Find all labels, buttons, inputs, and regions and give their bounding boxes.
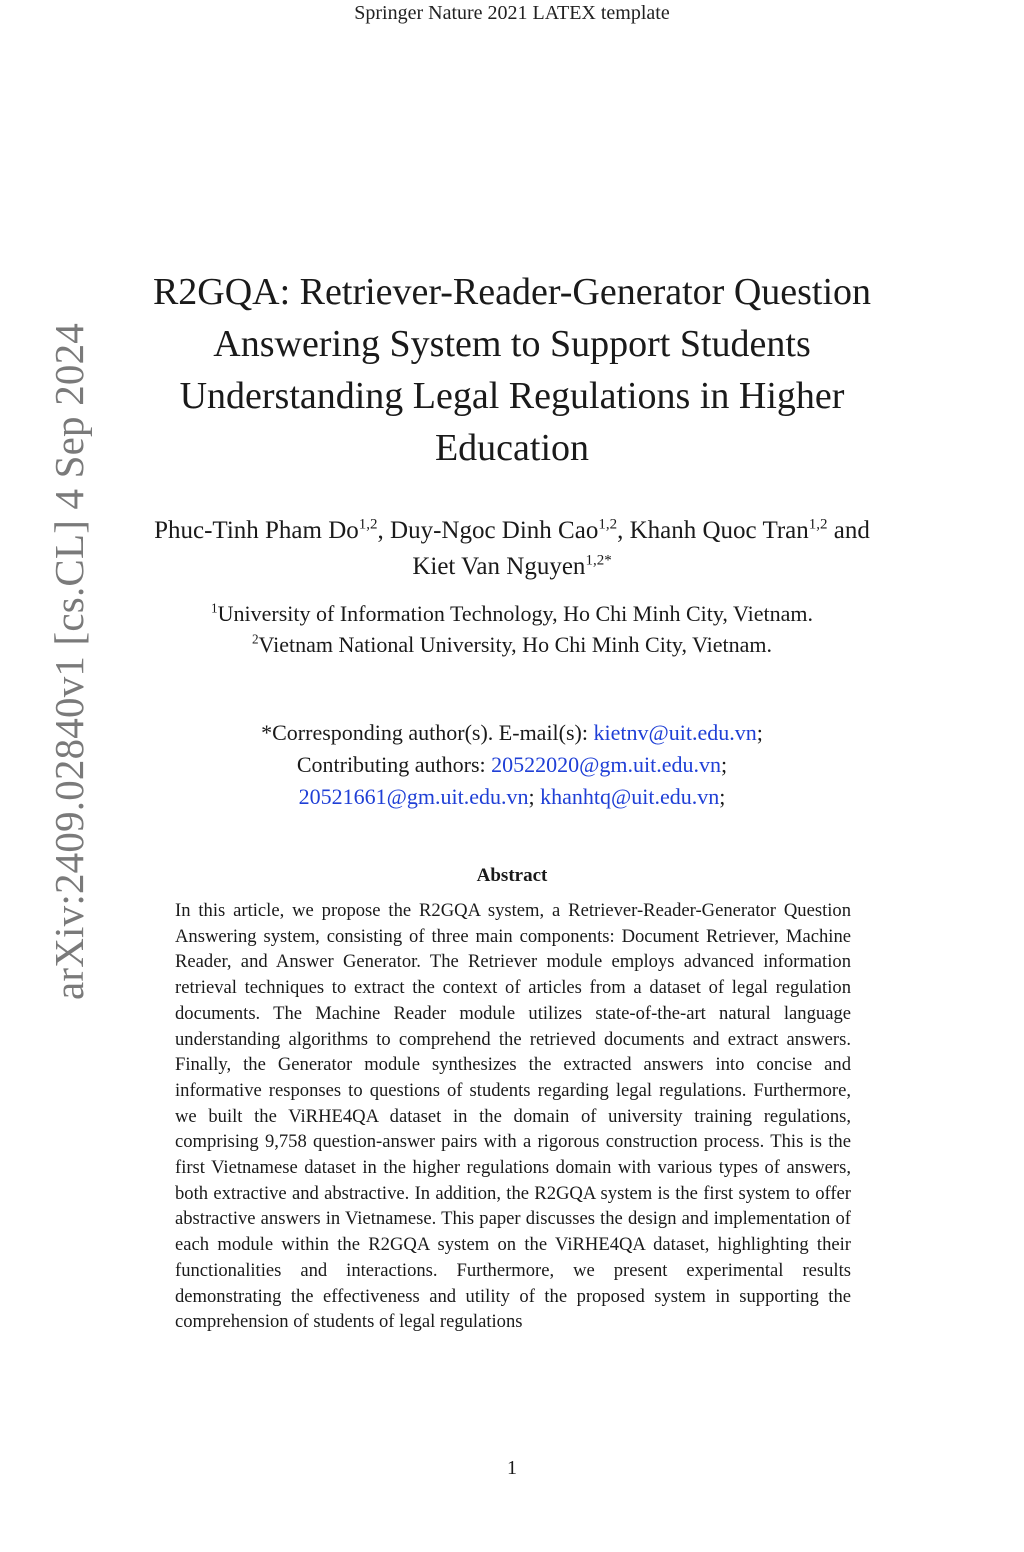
contributing-email-link[interactable]: 20521661@gm.uit.edu.vn xyxy=(298,784,529,809)
affiliation-line xyxy=(130,598,894,629)
paper-title: R2GQA: Retriever-Reader-Generator Question Answering System to Support Students Understanding Legal Regulations in Higher Education xyxy=(152,271,872,469)
author-name: Kiet Van Nguyen xyxy=(412,553,586,580)
author-separator: , xyxy=(617,517,630,544)
affiliations xyxy=(130,598,894,660)
affiliation-line xyxy=(130,629,894,660)
author-separator: and xyxy=(827,517,870,544)
contributing-email-link[interactable]: 20522020@gm.uit.edu.vn xyxy=(491,752,722,777)
contributing-authors-line: 20521661@gm.uit.edu.vn; khanhtq@uit.edu.vn; xyxy=(298,784,726,809)
contributing-authors-line: Contributing authors: 20522020@gm.uit.edu.vn; xyxy=(296,752,728,777)
author-name: Phuc-Tinh Pham Do xyxy=(154,517,359,544)
author-name: Khanh Quoc Tran xyxy=(629,517,809,544)
author-name: Duy-Ngoc Dinh Cao xyxy=(390,517,599,544)
affiliation-text: Vietnam National University, Ho Chi Minh City, Vietnam. xyxy=(258,632,773,657)
running-head xyxy=(0,2,1024,25)
abstract-heading: Abstract xyxy=(476,865,548,886)
author-affiliation-mark: 1,2 xyxy=(358,516,378,533)
author-list xyxy=(140,513,884,585)
contributing-email-link[interactable]: khanhtq@uit.edu.vn xyxy=(540,784,720,809)
affiliation-text: University of Information Technology, Ho Chi Minh City, Vietnam. xyxy=(217,601,813,626)
affiliation-number: 1 xyxy=(211,600,218,616)
corresponding-email-link[interactable]: kietnv@uit.edu.vn xyxy=(593,720,757,745)
running-head-text: Springer Nature 2021 LATEX template xyxy=(354,2,670,24)
corresponding-label: *Corresponding author(s). E-mail(s): xyxy=(261,720,594,745)
arxiv-identifier[interactable]: arXiv:2409.02840v1 [cs.CL] 4 Sep 2024 xyxy=(46,323,92,1000)
author-affiliation-mark: 1,2 xyxy=(598,516,618,533)
author-affiliation-mark: 1,2* xyxy=(585,552,612,569)
correspondence-block xyxy=(130,717,894,813)
page-number: 1 xyxy=(507,1457,517,1479)
contributing-label: Contributing authors: xyxy=(296,752,492,777)
corresponding-author-line: *Corresponding author(s). E-mail(s): kietnv@uit.edu.vn; xyxy=(261,720,763,745)
abstract-text: In this article, we propose the R2GQA system, a Retriever-Reader-Generator Question Answering system, consisting of three main components: Document Retriever, Machine Reader, and Answer Generator. The Retriever module employs advanced information retrieval techniques to extract the context of articles from a dataset of legal regulation documents. The Machine Reader module utilizes state-of-the-art natural language understanding algorithms to comprehend the retrieved documents and extract answers. Finally, the Generator module synthesizes the extracted answers into concise and informative responses to questions of students regarding legal regulations. Furthermore, we built the ViRHE4QA dataset in the domain of university training regulations, comprising 9,758 question-answer pairs with a rigorous construction process. This is the first Vietnamese dataset in the higher regulations domain with various types of answers, both extractive and abstractive. In addition, the R2GQA system is the first system to offer abstractive answers in Vietnamese. This paper discusses the design and implementation of each module within the R2GQA system on the ViRHE4QA dataset, highlighting their functionalities and interactions. Furthermore, we present experimental results demonstrating the effectiveness and utility of the proposed system in supporting the comprehension of students of legal regulations xyxy=(175,900,851,1333)
affiliation-number: 2 xyxy=(251,631,259,647)
author-affiliation-mark: 1,2 xyxy=(808,516,828,533)
author-separator: , xyxy=(377,517,391,544)
